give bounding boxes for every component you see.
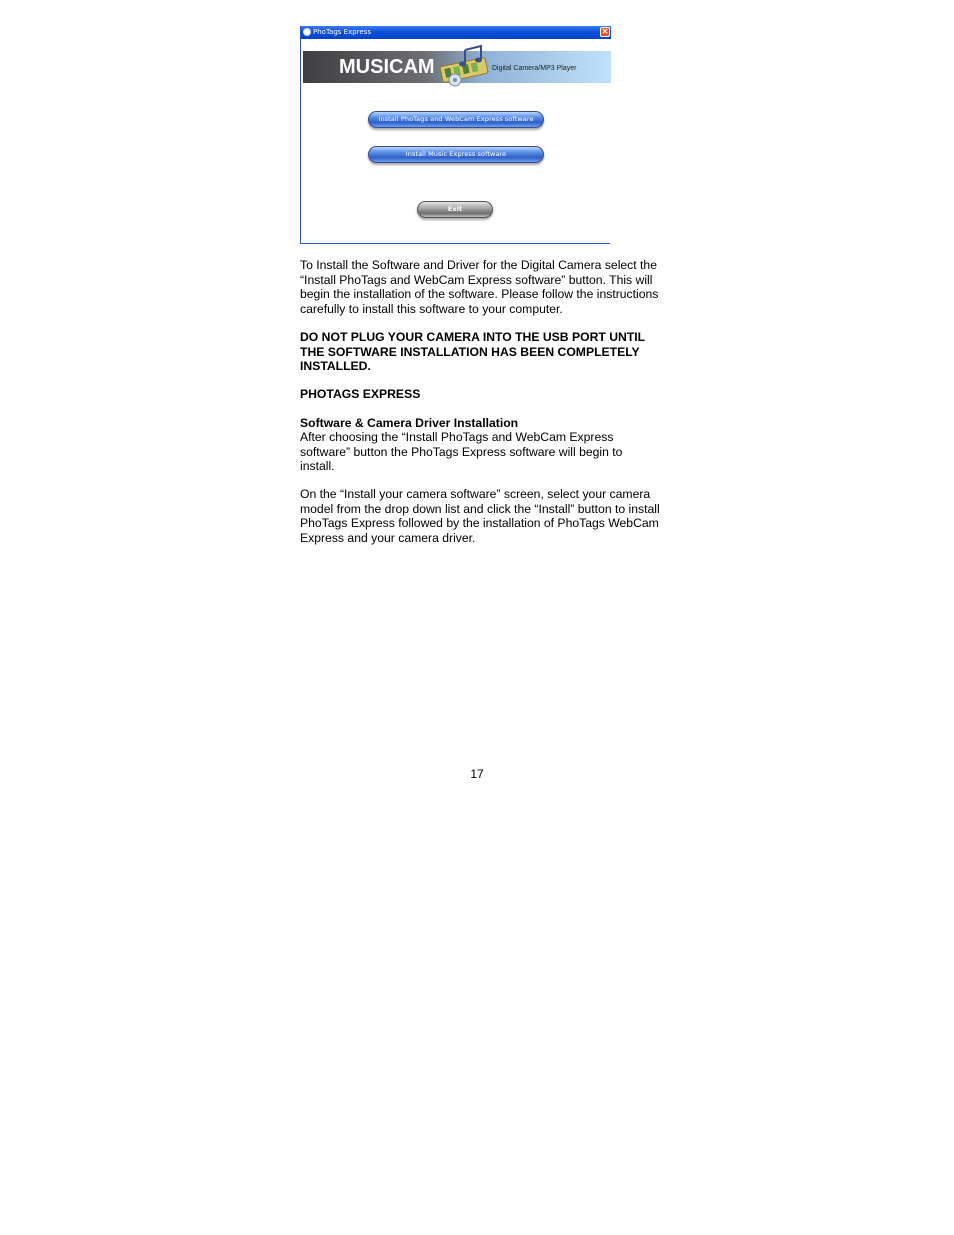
usb-warning: DO NOT PLUG YOUR CAMERA INTO THE USB PORT UNTIL THE SOFTWARE INSTALLATION HAS BEEN COMPLETELY INSTALLED. <box>300 330 645 373</box>
section-heading: PHOTAGS EXPRESS <box>300 387 421 401</box>
after-choosing-paragraph: After choosing the “Install PhoTags and WebCam Express software” button the PhoTags Express software will begin to install. <box>300 430 623 473</box>
window-title: PhoTags Express <box>313 28 371 36</box>
installer-window <box>300 26 610 244</box>
exit-button[interactable]: Exit <box>417 201 493 218</box>
musicam-banner <box>303 51 611 83</box>
banner-subtitle: Digital Camera/MP3 Player <box>492 65 577 72</box>
camera-screen-paragraph: On the “Install your camera software” screen, select your camera model from the drop down list and click the “Install” button to install PhoTags Express followed by the installation of PhoTags WebCam Express and your camera driver. <box>300 487 660 545</box>
window-titlebar[interactable] <box>301 26 611 39</box>
close-button[interactable]: ✕ <box>601 27 609 36</box>
banner-title: MUSICAM <box>339 56 435 78</box>
subheading: Software & Camera Driver Installation <box>300 416 519 430</box>
music-notes-film-icon <box>437 44 497 88</box>
intro-paragraph: To Install the Software and Driver for the Digital Camera select the “Install PhoTags and WebCam Express software” button. This will begin the installation of the software. Please follow the instructions carefully to install this software to your computer. <box>300 258 659 316</box>
install-photags-button[interactable]: Install PhoTags and WebCam Express software <box>368 111 544 128</box>
page-number: 17 <box>470 767 484 781</box>
install-music-express-button[interactable]: Install Music Express software <box>368 146 544 163</box>
app-icon <box>303 28 311 36</box>
